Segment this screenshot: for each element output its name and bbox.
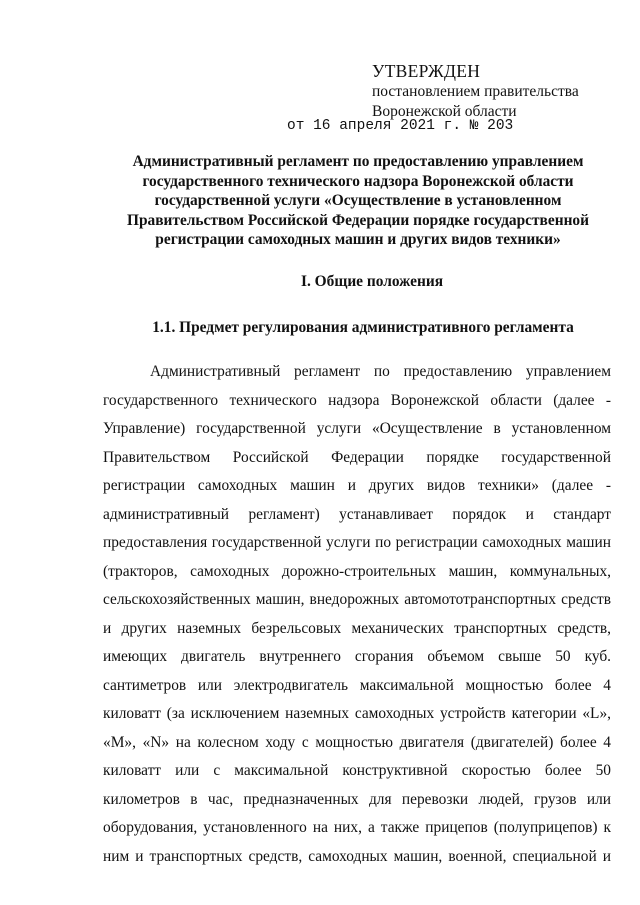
body-line: Административный регламент по предоставлению управлением — [150, 363, 611, 380]
title-line: государственной услуги «Осуществление в установленном — [154, 192, 562, 209]
subsection-heading: 1.1. Предмет регулирования административного регламента — [152, 319, 574, 336]
body-line: административный регламент) устанавливает порядок и стандарт — [103, 505, 611, 523]
approval-line: постановлением правительства — [372, 83, 579, 100]
approval-heading: УТВЕРЖДЕН — [372, 61, 481, 81]
body-line: Правительством Российской Федерации порядке государственной — [103, 448, 611, 466]
body-line: регистрации самоходных машин и других видов техники» (далее - — [103, 477, 611, 494]
body-line: предоставления государственной услуги по регистрации самоходных машин — [103, 534, 611, 551]
title-line: регистрации самоходных машин и других видов техники» — [155, 231, 561, 248]
approval-stamp — [372, 60, 632, 122]
body-line: ним и транспортных средств, самоходных машин, военной, специальной и — [103, 847, 611, 865]
body-line: Управление) государственной услуги «Осуществление в установленном — [103, 420, 611, 437]
body-line: сантиметров или электродвигатель максимальной мощностью более 4 — [103, 676, 611, 694]
body-line: государственного технического надзора Воронежской области (далее - — [103, 391, 611, 409]
body-line: (тракторов, самоходных дорожно-строительных машин, коммунальных, — [103, 562, 611, 580]
body-line: сельскохозяйственных машин, внедорожных автомототранспортных средств — [103, 591, 611, 608]
approval-date: от 16 апреля 2021 г. № 203 — [287, 118, 514, 134]
document-title — [118, 152, 598, 250]
title-line: Правительством Российской Федерации порядке государственной — [126, 211, 589, 229]
approval-line: Воронежской области — [372, 103, 517, 120]
body-line: киловатт или с максимальной конструктивной скоростью более 50 — [103, 762, 611, 779]
body-line: «M», «N» на колесном ходу с мощностью двигателя (двигателей) более 4 — [103, 733, 611, 751]
body-line: имеющих двигатель внутреннего сгорания объемом свыше 50 куб. — [103, 648, 611, 665]
body-line: оборудования, установленного на них, а также прицепов (полуприцепов) к — [103, 819, 611, 836]
body-line: и других наземных безрельсовых механических транспортных средств, — [103, 619, 611, 637]
body-line: киловатт (за исключением наземных самоходных устройств категории «L», — [103, 705, 611, 722]
title-line: Административный регламент по предоставлению управлением — [132, 153, 584, 170]
title-line: государственного технического надзора Воронежской области — [142, 172, 574, 190]
section-heading: I. Общие положения — [300, 273, 444, 290]
body-line: километров в час, предназначенных для перевозки людей, грузов или — [103, 790, 611, 808]
